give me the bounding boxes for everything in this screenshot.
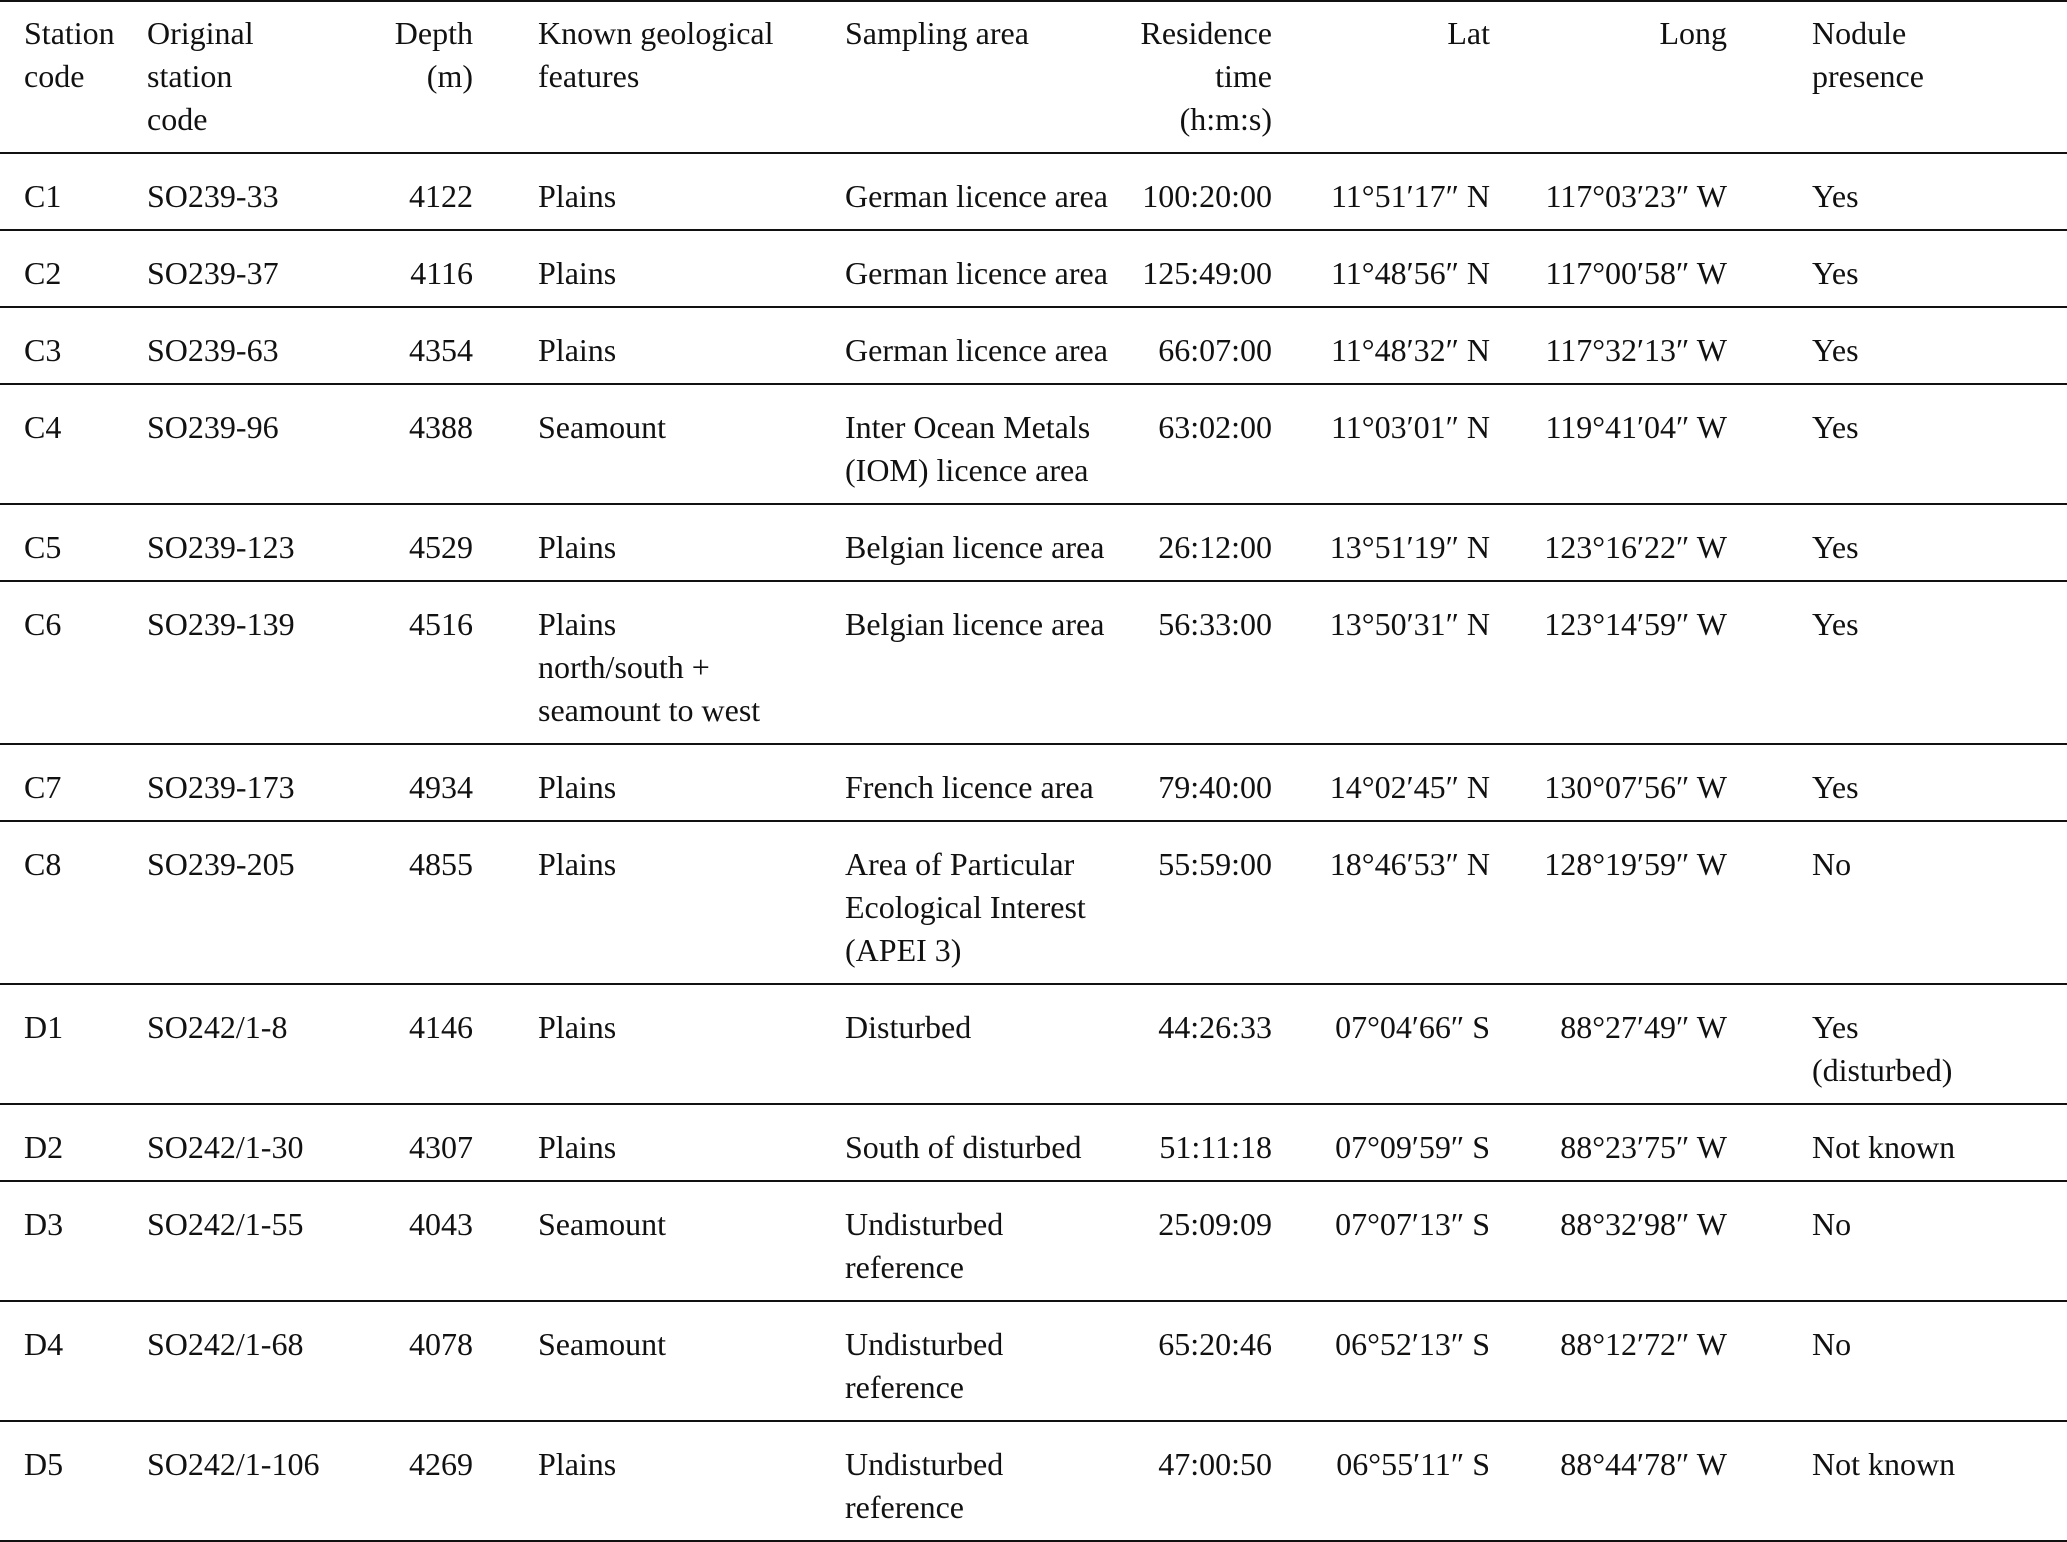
cell-depth: 4043 — [409, 1206, 473, 1242]
cell-nodule-presence: Yes — [1812, 529, 1859, 565]
cell-sampling-area: Undisturbed reference — [845, 1326, 1004, 1405]
cell-long: 130°07′56″ W — [1544, 769, 1727, 805]
cell-long: 88°32′98″ W — [1560, 1206, 1727, 1242]
cell-sampling-area: South of disturbed — [845, 1129, 1082, 1165]
cell-residence-time: 51:11:18 — [1159, 1129, 1272, 1165]
cell-long: 117°03′23″ W — [1545, 178, 1727, 214]
cell-long: 88°12′72″ W — [1560, 1326, 1727, 1362]
cell-nodule-presence: Yes — [1812, 606, 1859, 642]
header-station-code: Station code — [24, 15, 115, 94]
cell-depth: 4146 — [409, 1009, 473, 1045]
cell-long: 88°44′78″ W — [1560, 1446, 1727, 1482]
cell-sampling-area: German licence area — [845, 255, 1108, 291]
cell-original-station-code: SO239-37 — [147, 255, 279, 291]
cell-sampling-area: Undisturbed reference — [845, 1206, 1004, 1285]
cell-sampling-area: German licence area — [845, 332, 1108, 368]
table-row — [0, 1421, 2067, 1541]
cell-residence-time: 65:20:46 — [1158, 1326, 1272, 1362]
cell-depth: 4307 — [409, 1129, 473, 1165]
cell-residence-time: 79:40:00 — [1158, 769, 1272, 805]
cell-residence-time: 56:33:00 — [1158, 606, 1272, 642]
cell-depth: 4934 — [409, 769, 473, 805]
cell-sampling-area: French licence area — [845, 769, 1094, 805]
table-row — [0, 744, 2067, 821]
cell-nodule-presence: No — [1812, 846, 1852, 882]
cell-sampling-area: Belgian licence area — [845, 529, 1105, 565]
cell-nodule-presence: Yes — [1812, 332, 1859, 368]
header-nodule-presence: Nodule presence — [1812, 15, 1924, 94]
cell-geological-features: Plains — [538, 255, 617, 291]
cell-station-code: D2 — [24, 1129, 64, 1165]
cell-station-code: D4 — [24, 1326, 64, 1362]
table-row — [0, 230, 2067, 307]
cell-original-station-code: SO239-205 — [147, 846, 295, 882]
cell-depth: 4516 — [409, 606, 473, 642]
cell-lat: 06°55′11″ S — [1336, 1446, 1490, 1482]
cell-station-code: D1 — [24, 1009, 64, 1045]
cell-original-station-code: SO242/1-8 — [147, 1009, 288, 1045]
cell-residence-time: 63:02:00 — [1158, 409, 1272, 445]
cell-geological-features: Seamount — [538, 409, 666, 445]
cell-residence-time: 55:59:00 — [1158, 846, 1272, 882]
cell-lat: 07°09′59″ S — [1335, 1129, 1490, 1165]
header-lat: Lat — [1447, 15, 1490, 51]
cell-station-code: D5 — [24, 1446, 64, 1482]
cell-geological-features: Plains north/south + seamount to west — [538, 606, 761, 728]
cell-lat: 06°52′13″ S — [1335, 1326, 1490, 1362]
cell-nodule-presence: No — [1812, 1326, 1852, 1362]
cell-station-code: C8 — [24, 846, 62, 882]
header-long: Long — [1659, 15, 1727, 51]
cell-sampling-area: German licence area — [845, 178, 1108, 214]
table-row — [0, 384, 2067, 504]
cell-original-station-code: SO239-63 — [147, 332, 279, 368]
cell-long: 123°14′59″ W — [1544, 606, 1727, 642]
cell-geological-features: Plains — [538, 178, 617, 214]
cell-nodule-presence: Yes — [1812, 255, 1859, 291]
cell-original-station-code: SO242/1-68 — [147, 1326, 304, 1362]
cell-original-station-code: SO239-123 — [147, 529, 295, 565]
table-row — [0, 1181, 2067, 1301]
table-body — [0, 153, 2067, 1541]
header-row — [0, 1, 2067, 153]
header-original-station-code: Original station code — [147, 15, 254, 137]
cell-lat: 14°02′45″ N — [1329, 769, 1490, 805]
cell-depth: 4122 — [409, 178, 473, 214]
cell-nodule-presence: Yes (disturbed) — [1812, 1009, 1953, 1088]
cell-residence-time: 47:00:50 — [1158, 1446, 1272, 1482]
cell-geological-features: Plains — [538, 1446, 617, 1482]
header-depth: Depth (m) — [394, 15, 473, 94]
cell-original-station-code: SO242/1-106 — [147, 1446, 320, 1482]
cell-geological-features: Plains — [538, 529, 617, 565]
cell-lat: 11°03′01″ N — [1330, 409, 1490, 445]
cell-station-code: C7 — [24, 769, 62, 805]
table-row — [0, 307, 2067, 384]
cell-lat: 11°48′32″ N — [1330, 332, 1490, 368]
cell-station-code: C1 — [24, 178, 62, 214]
cell-residence-time: 66:07:00 — [1158, 332, 1272, 368]
cell-depth: 4529 — [409, 529, 473, 565]
cell-lat: 11°51′17″ N — [1330, 178, 1490, 214]
cell-geological-features: Plains — [538, 769, 617, 805]
cell-station-code: C6 — [24, 606, 62, 642]
cell-residence-time: 25:09:09 — [1158, 1206, 1272, 1242]
table-row — [0, 984, 2067, 1104]
cell-station-code: C5 — [24, 529, 62, 565]
table-row — [0, 1104, 2067, 1181]
cell-station-code: C4 — [24, 409, 62, 445]
cell-long: 117°00′58″ W — [1545, 255, 1727, 291]
cell-depth: 4116 — [410, 255, 473, 291]
cell-original-station-code: SO239-139 — [147, 606, 295, 642]
cell-original-station-code: SO239-96 — [147, 409, 279, 445]
cell-nodule-presence: Yes — [1812, 178, 1859, 214]
cell-nodule-presence: Yes — [1812, 769, 1859, 805]
cell-lat: 18°46′53″ N — [1329, 846, 1490, 882]
cell-station-code: C3 — [24, 332, 62, 368]
cell-lat: 13°50′31″ N — [1329, 606, 1490, 642]
cell-geological-features: Plains — [538, 1009, 617, 1045]
cell-long: 117°32′13″ W — [1545, 332, 1727, 368]
cell-depth: 4388 — [409, 409, 473, 445]
cell-geological-features: Seamount — [538, 1326, 666, 1362]
cell-geological-features: Seamount — [538, 1206, 666, 1242]
cell-sampling-area: Disturbed — [845, 1009, 972, 1045]
table-row — [0, 821, 2067, 984]
cell-original-station-code: SO242/1-55 — [147, 1206, 304, 1242]
cell-nodule-presence: No — [1812, 1206, 1852, 1242]
cell-lat: 13°51′19″ N — [1329, 529, 1490, 565]
cell-geological-features: Plains — [538, 332, 617, 368]
cell-station-code: C2 — [24, 255, 62, 291]
cell-long: 123°16′22″ W — [1544, 529, 1727, 565]
cell-nodule-presence: Not known — [1812, 1129, 1956, 1165]
cell-lat: 07°07′13″ S — [1335, 1206, 1490, 1242]
cell-sampling-area: Area of Particular Ecological Interest (APEI 3) — [845, 846, 1086, 968]
cell-lat: 07°04′66″ S — [1335, 1009, 1490, 1045]
cell-station-code: D3 — [24, 1206, 64, 1242]
cell-sampling-area: Belgian licence area — [845, 606, 1105, 642]
table-header — [0, 1, 2067, 153]
cell-sampling-area: Undisturbed reference — [845, 1446, 1004, 1525]
cell-depth: 4269 — [409, 1446, 473, 1482]
cell-long: 88°27′49″ W — [1560, 1009, 1727, 1045]
cell-nodule-presence: Not known — [1812, 1446, 1956, 1482]
header-residence-time: Residence time (h:m:s) — [1140, 15, 1272, 137]
cell-depth: 4078 — [409, 1326, 473, 1362]
cell-long: 128°19′59″ W — [1544, 846, 1727, 882]
cell-geological-features: Plains — [538, 1129, 617, 1165]
cell-long: 88°23′75″ W — [1560, 1129, 1727, 1165]
cell-residence-time: 44:26:33 — [1158, 1009, 1272, 1045]
cell-depth: 4354 — [409, 332, 473, 368]
cell-geological-features: Plains — [538, 846, 617, 882]
cell-residence-time: 100:20:00 — [1142, 178, 1272, 214]
cell-sampling-area: Inter Ocean Metals (IOM) licence area — [845, 409, 1091, 488]
cell-original-station-code: SO242/1-30 — [147, 1129, 304, 1165]
header-geological-features: Known geological features — [538, 15, 774, 94]
cell-lat: 11°48′56″ N — [1330, 255, 1490, 291]
table-row — [0, 581, 2067, 744]
cell-long: 119°41′04″ W — [1545, 409, 1727, 445]
cell-residence-time: 125:49:00 — [1142, 255, 1272, 291]
table-row — [0, 1301, 2067, 1421]
table-row — [0, 153, 2067, 230]
header-sampling-area: Sampling area — [845, 15, 1029, 51]
cell-nodule-presence: Yes — [1812, 409, 1859, 445]
cell-original-station-code: SO239-173 — [147, 769, 295, 805]
cell-original-station-code: SO239-33 — [147, 178, 279, 214]
cell-depth: 4855 — [409, 846, 473, 882]
cell-residence-time: 26:12:00 — [1158, 529, 1272, 565]
table-row — [0, 504, 2067, 581]
